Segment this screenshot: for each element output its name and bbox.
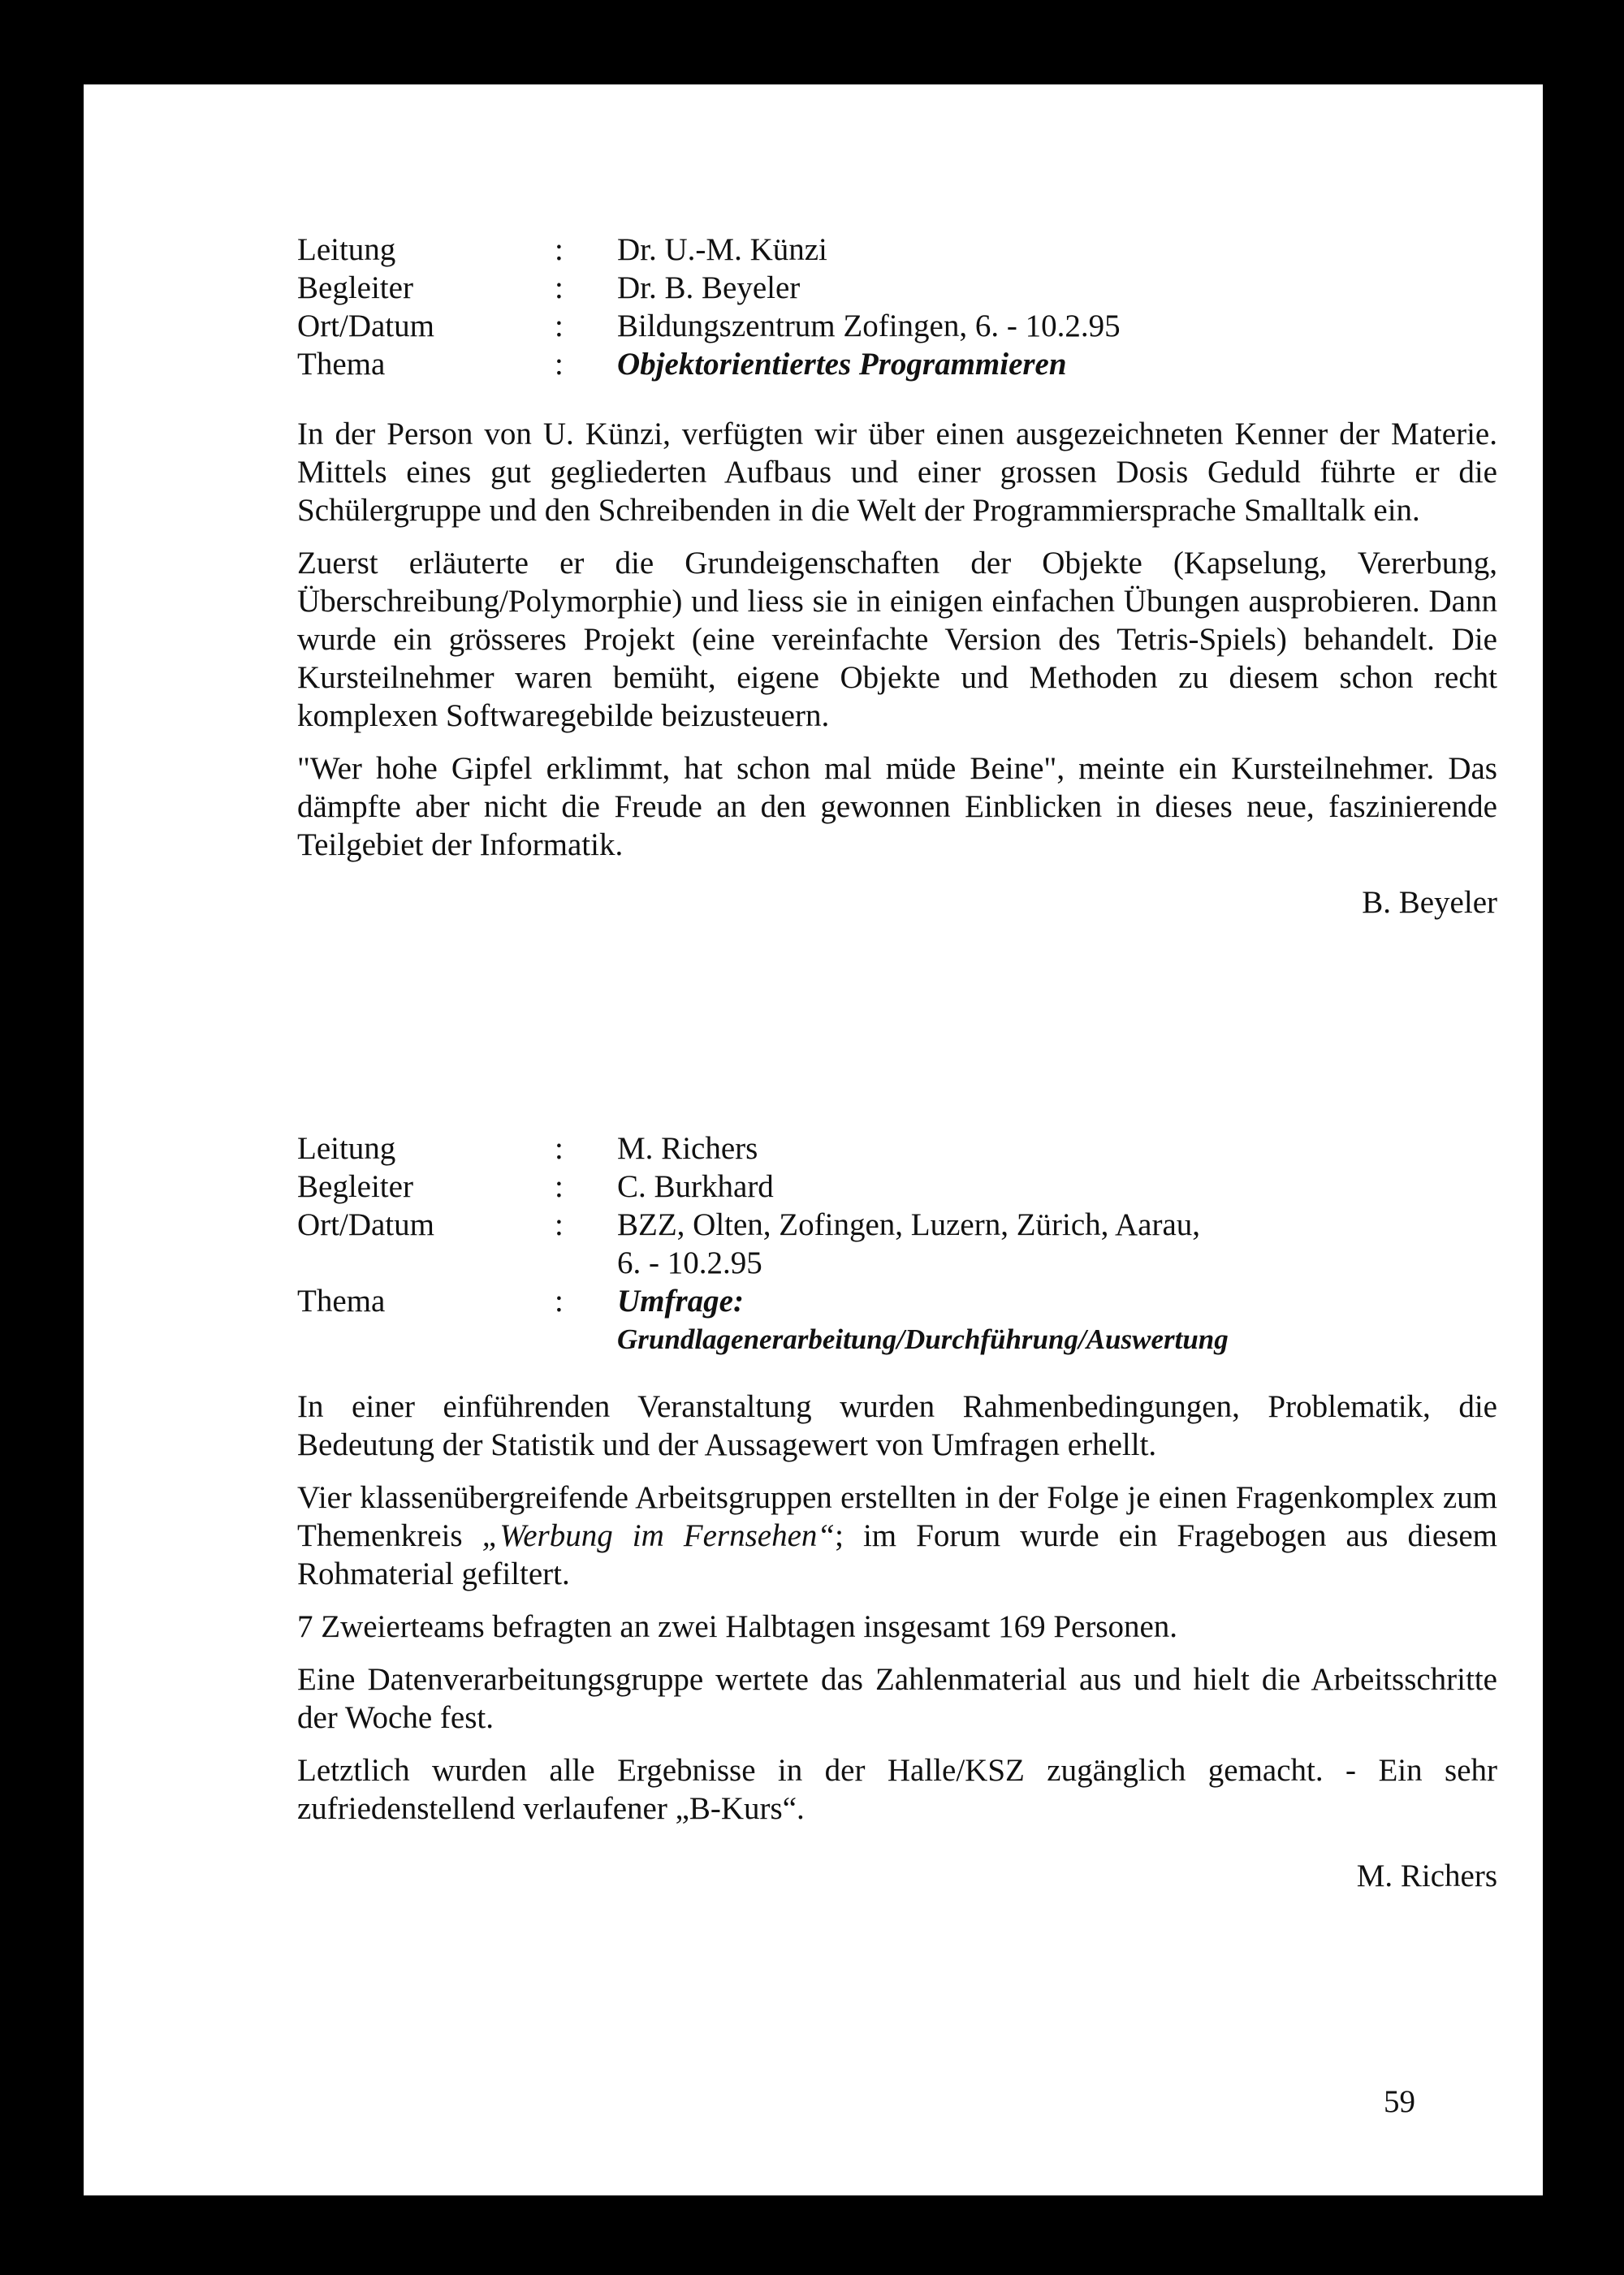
article-2-signature: M. Richers bbox=[1356, 1858, 1497, 1893]
thema-title: Objektorientiertes Programmieren bbox=[617, 347, 1067, 382]
meta-colon: : bbox=[555, 1169, 564, 1204]
article-2-paragraph: In einer einführenden Veranstaltung wurden Rahmenbedingungen, Problematik, die Bedeutung der Statistik und der Aussagewert von Umfragen erhellt. bbox=[297, 1389, 1497, 1462]
meta-colon: : bbox=[555, 347, 564, 382]
article-1 bbox=[297, 231, 1497, 922]
meta-row-leitung bbox=[297, 1129, 1497, 1168]
meta-colon: : bbox=[555, 232, 564, 267]
article-1-paragraph: In der Person von U. Künzi, verfügten wir über einen ausgezeichneten Kenner der Materie. Mittels eines gut gegliederten Aufbaus und einer grossen Dosis Geduld führte er die Schülergruppe und den Schreibenden in die Welt der Programmiersprache Smalltalk ein. bbox=[297, 417, 1497, 528]
meta-key: Begleiter bbox=[297, 270, 413, 305]
meta-value: M. Richers bbox=[617, 1131, 758, 1166]
meta-key: Leitung bbox=[297, 232, 396, 267]
article-2-paragraph: 7 Zweierteams befragten an zwei Halbtagen insgesamt 169 Personen. bbox=[297, 1609, 1178, 1644]
article-1-meta bbox=[297, 231, 1497, 383]
meta-key: Ort/Datum bbox=[297, 1207, 434, 1242]
meta-row-thema bbox=[297, 1282, 1497, 1358]
meta-value-wrap bbox=[617, 345, 1497, 383]
thema-subtitle: Grundlagenerarbeitung/Durchführung/Auswertung bbox=[617, 1323, 1229, 1355]
article-2-meta bbox=[297, 1129, 1497, 1358]
meta-value-wrap bbox=[617, 1282, 1497, 1358]
article-2-paragraph: Eine Datenverarbeitungsgruppe wertete das Zahlenmaterial aus und hielt die Arbeitsschritte der Woche fest. bbox=[297, 1662, 1497, 1735]
paragraph-text: ; im Forum wurde ein Fragebogen aus diesem Rohmaterial gefiltert. bbox=[297, 1518, 1497, 1591]
meta-value: BZZ, Olten, Zofingen, Luzern, Zürich, Aarau, bbox=[617, 1207, 1201, 1242]
meta-row-leitung bbox=[297, 231, 1497, 269]
meta-colon: : bbox=[555, 1131, 564, 1166]
quoted-topic: „Werbung im Fernsehen“ bbox=[482, 1518, 836, 1553]
article-1-paragraph: Zuerst erläuterte er die Grundeigenschaften der Objekte (Kapselung, Vererbung, Überschreibung/Polymorphie) und liess sie in einigen einfachen Übungen ausprobieren. Dann wurde ein grösseres Projekt (eine vereinfachte Version des Tetris-Spiels) behandelt. Die Kursteilnehmer waren bemüht, eigene Objekte und Methoden zu diesem schon recht komplexen Softwaregebilde beizusteuern. bbox=[297, 546, 1497, 733]
article-1-signature: B. Beyeler bbox=[1362, 885, 1497, 920]
meta-key: Ort/Datum bbox=[297, 309, 434, 343]
article-2-paragraph: Letztlich wurden alle Ergebnisse in der Halle/KSZ zugänglich gemacht. - Ein sehr zufriedenstellend verlaufener „B-Kurs“. bbox=[297, 1753, 1497, 1826]
meta-row-thema bbox=[297, 345, 1497, 383]
meta-key: Begleiter bbox=[297, 1169, 413, 1204]
article-2-paragraph bbox=[297, 1479, 1497, 1593]
meta-key: Leitung bbox=[297, 1131, 396, 1166]
meta-key: Thema bbox=[297, 347, 386, 382]
meta-colon: : bbox=[555, 270, 564, 305]
meta-value-line-2: 6. - 10.2.95 bbox=[617, 1245, 762, 1280]
meta-value-wrap bbox=[617, 1206, 1497, 1282]
document-page bbox=[84, 84, 1543, 2195]
meta-row-begleiter bbox=[297, 269, 1497, 307]
paragraph-text: Vier klassenübergreifende Arbeitsgruppen erstellten in der Folge je einen Fragenkomplex zum Themenkreis bbox=[297, 1480, 1497, 1553]
article-1-paragraph: "Wer hohe Gipfel erklimmt, hat schon mal müde Beine", meinte ein Kursteilnehmer. Das dämpfte aber nicht die Freude an den gewonnen Einblicken in dieses neue, faszinierende Teilgebiet der Informatik. bbox=[297, 751, 1497, 862]
meta-colon: : bbox=[555, 1207, 564, 1242]
meta-value: C. Burkhard bbox=[617, 1169, 774, 1204]
meta-value: Bildungszentrum Zofingen, 6. - 10.2.95 bbox=[617, 309, 1121, 343]
meta-colon: : bbox=[555, 309, 564, 343]
meta-row-begleiter bbox=[297, 1168, 1497, 1206]
meta-key: Thema bbox=[297, 1284, 386, 1319]
article-2 bbox=[297, 1129, 1497, 1895]
thema-title: Umfrage: bbox=[617, 1284, 744, 1319]
page-number: 59 bbox=[1384, 2084, 1415, 2119]
meta-row-ort-datum bbox=[297, 307, 1497, 345]
meta-colon: : bbox=[555, 1284, 564, 1319]
meta-row-ort-datum bbox=[297, 1206, 1497, 1282]
meta-value: Dr. U.-M. Künzi bbox=[617, 232, 827, 267]
meta-value: Dr. B. Beyeler bbox=[617, 270, 801, 305]
